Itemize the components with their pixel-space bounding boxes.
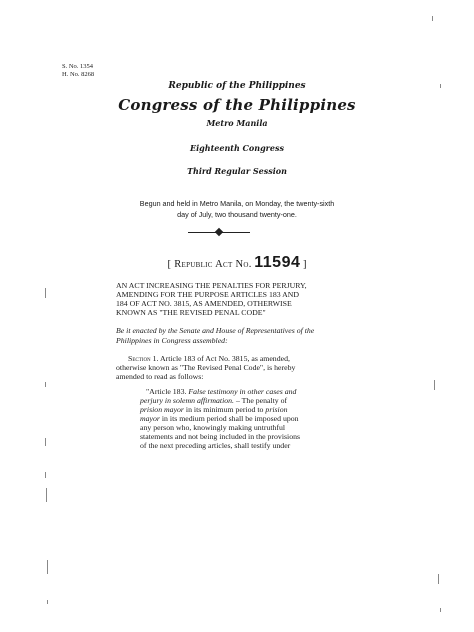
article-line-5: any person who, knowingly making untruthful: [140, 423, 286, 432]
section-1-line-3: amended to read as follows:: [116, 372, 204, 381]
margin-mark: [440, 84, 441, 88]
republic-act-label: [0, 254, 474, 272]
enacting-clause-line-1: Be it enacted by the Senate and House of Representatives of the: [116, 326, 315, 335]
margin-mark: [46, 488, 47, 502]
begun-line-1: Begun and held in Metro Manila, on Monday, the twenty-sixth: [139, 199, 335, 208]
margin-mark: [47, 600, 48, 604]
begun-line-2: day of July, two thousand twenty-one.: [177, 210, 297, 219]
article-line-1: [146, 387, 296, 396]
penalty-term-1: prision mayor: [140, 405, 184, 414]
margin-mark: [47, 560, 48, 574]
act-title-line-2: AMENDING FOR THE PURPOSE ARTICLES 183 AND: [116, 290, 300, 299]
senate-bill-number: S. No. 1354: [62, 63, 94, 70]
article-number: "Article 183.: [146, 387, 187, 396]
act-title-line-3: 184 OF ACT NO. 3815, AS AMENDED, OTHERWISE: [116, 299, 292, 308]
article-line-3-text: in its minimum period to: [185, 405, 264, 414]
margin-mark: [434, 380, 435, 390]
enacting-clause-line-2: Philippines in Congress assembled:: [116, 336, 228, 345]
republic-act-prefix: [ Republic Act No.: [167, 259, 252, 270]
congress-heading: Congress of the Philippines: [118, 96, 356, 114]
margin-mark: [45, 382, 46, 387]
republic-act-number: 11594: [254, 254, 301, 271]
republic-act-close: ]: [303, 259, 307, 270]
penalty-term-2: prision: [265, 405, 288, 414]
margin-mark: [45, 288, 46, 298]
article-line-6: statements and not being included in the provisions: [140, 432, 301, 441]
section-1-label: Section 1.: [128, 354, 159, 363]
article-line-2-text: – The penalty of: [235, 396, 288, 405]
article-line-2: [140, 396, 287, 405]
city-heading: Metro Manila: [206, 118, 268, 128]
margin-mark: [45, 472, 46, 478]
section-1-line-2: otherwise known as "The Revised Penal Code", is hereby: [116, 363, 296, 372]
republic-heading: Republic of the Philippines: [168, 81, 306, 91]
article-heading-1: False testimony in other cases and: [188, 387, 297, 396]
margin-mark: [438, 574, 439, 584]
margin-mark: [440, 608, 441, 612]
congress-number-heading: Eighteenth Congress: [190, 143, 284, 153]
article-line-3: [140, 405, 288, 414]
act-title-line-4: KNOWN AS "THE REVISED PENAL CODE": [116, 308, 266, 317]
margin-mark: [45, 438, 46, 446]
section-1-text: Article 183 of Act No. 3815, as amended,: [160, 354, 290, 363]
act-title-line-1: AN ACT INCREASING THE PENALTIES FOR PERJURY,: [116, 281, 307, 290]
margin-mark: [432, 16, 433, 21]
article-heading-2: perjury in solemn affirmation.: [140, 396, 234, 405]
article-line-7: of the next preceding articles, shall testify under: [140, 441, 291, 450]
section-1-line-1: [128, 354, 290, 363]
penalty-term-3: mayor: [140, 414, 160, 423]
divider-ornament: [215, 228, 223, 236]
article-line-4-text: in its medium period shall be imposed upon: [161, 414, 299, 423]
article-line-4: [140, 414, 299, 423]
house-bill-number: H. No. 8268: [62, 71, 95, 78]
session-heading: Third Regular Session: [187, 166, 287, 176]
